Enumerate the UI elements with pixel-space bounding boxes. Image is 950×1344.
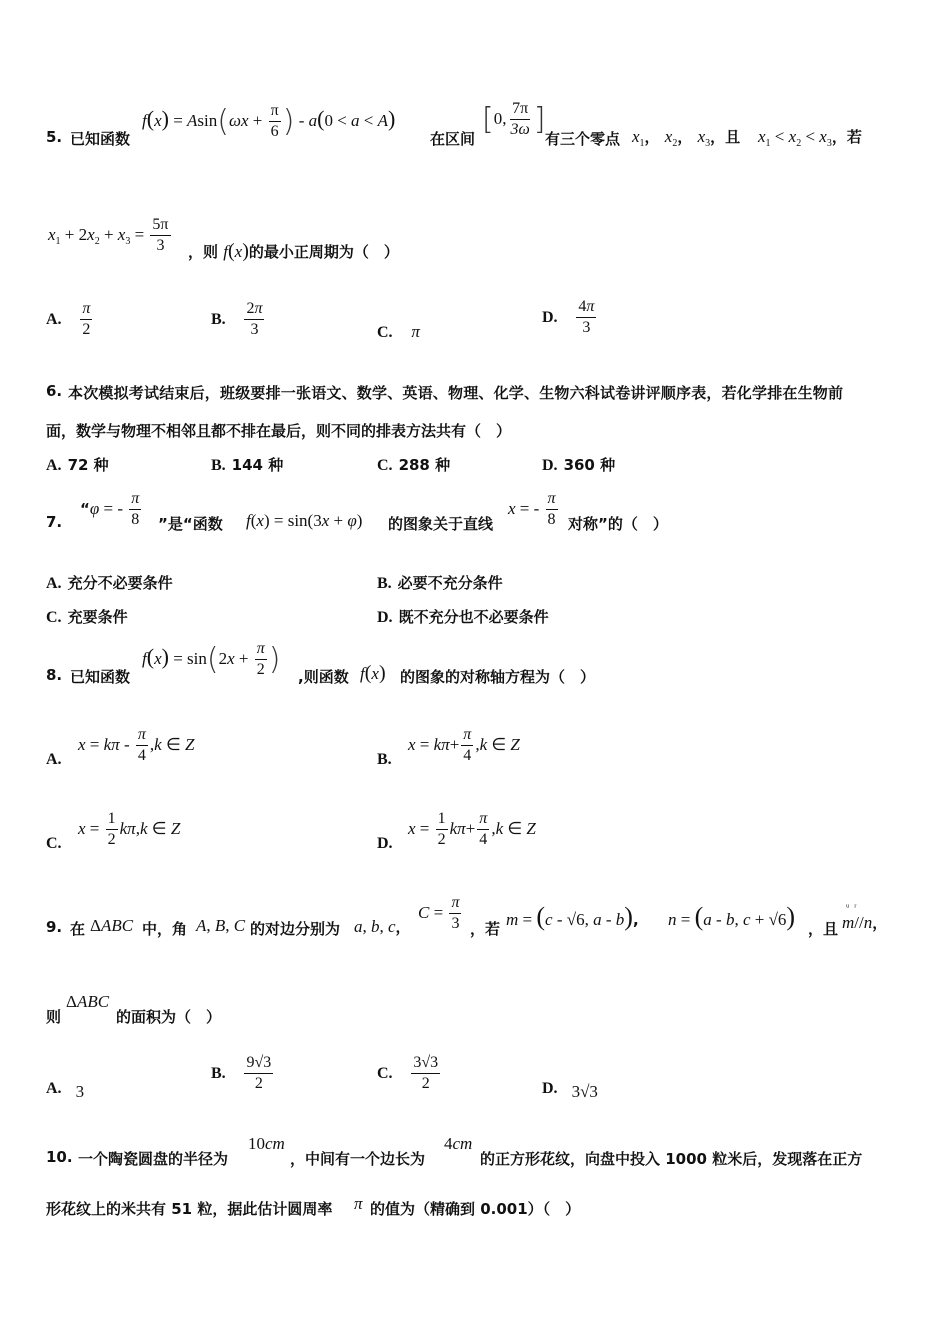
q7-option-c[interactable]: C. 充要条件	[46, 608, 128, 626]
q10-line2-b: 的值为（精确到 0.001）（ ）	[370, 1200, 581, 1218]
q6-number: 6.	[46, 382, 63, 400]
q9-angles: A, B, C	[196, 916, 246, 935]
q10-t3: 的正方形花纹，向盘中投入 1000 粒米后，发现落在正方	[480, 1150, 863, 1168]
q8-option-c-expr: x = $\frac{1}{2}$ kπ,k ∈ Z	[78, 810, 181, 848]
q9-parallel: ᵘ ʳ m//n，	[842, 902, 888, 932]
q9-line2-a: 则	[46, 1008, 62, 1026]
q5-option-b[interactable]: B. $\frac{2\pi}{3}$	[211, 300, 263, 338]
q9-sides: a, b, c，	[354, 917, 411, 936]
q7-tail: 对称”的（ ）	[568, 515, 668, 533]
q7-option-b[interactable]: B. 必要不充分条件	[377, 574, 503, 592]
q5-and: 且	[725, 128, 741, 146]
q7-phi-condition: “φ = - $\frac{\pi}{8}$	[80, 490, 140, 528]
q8-fx: f(x)	[360, 662, 386, 684]
q9-t5: ，且	[808, 920, 839, 938]
q5-condition: $x_1 + 2x_2 + x_3$ = $\frac{5\pi}{3}$	[48, 216, 169, 254]
q8-tail-a: ,则函数	[298, 668, 349, 686]
q10-radius: 10cm	[248, 1134, 285, 1153]
q5-number: 5.	[46, 128, 63, 146]
q10-line2-a: 形花纹上的米共有 51 粒，据此估计圆周率	[46, 1200, 333, 1218]
q7-number: 7.	[46, 513, 63, 531]
q8-tail-b: 的图象的对称轴方程为（ ）	[400, 668, 596, 686]
q6-option-a[interactable]: A. 72 种	[46, 456, 109, 474]
q5-order: $x_1 < x_2 < x_3$，若	[758, 127, 862, 149]
q9-option-a[interactable]: A. 3	[46, 1080, 85, 1101]
q6-line2: 面，数学与物理不相邻且都不排在最后，则不同的排表方法共有（ ）	[46, 422, 512, 440]
q8-option-b-expr: x = kπ+ $\frac{\pi}{4}$ ,k ∈ Z	[408, 726, 520, 764]
q10-number: 10.	[46, 1148, 73, 1166]
q7-mid: ”是“函数	[158, 515, 223, 533]
q5-interval: [0, $\frac{7\pi}{3\omega}$ ]	[482, 100, 546, 138]
q9-vector-n: n = (a - b, c + √6)	[668, 902, 796, 931]
q9-option-d[interactable]: D. 3√3	[542, 1080, 598, 1101]
q6-option-b[interactable]: B. 144 种	[211, 456, 284, 474]
q5-option-a[interactable]: A. $\frac{\pi}{2}$	[46, 300, 91, 338]
q8-option-a-label[interactable]: A.	[46, 751, 62, 768]
q9-option-b[interactable]: B. $\frac{9√3}{2}$	[211, 1054, 272, 1092]
q5-tail: ，则 f(x)的最小正周期为（ ）	[188, 240, 399, 262]
q5-option-d[interactable]: D. $\frac{4\pi}{3}$	[542, 298, 595, 336]
q7-mid2: 的图象关于直线	[388, 515, 494, 533]
q10-side: 4cm	[444, 1134, 473, 1153]
q9-option-c[interactable]: C. $\frac{3√3}{2}$	[377, 1054, 439, 1092]
q5-if: 若	[846, 128, 862, 146]
q9-triangle: ΔABC	[90, 916, 134, 935]
q7-function: f(x) = sin(3x + φ)	[246, 511, 363, 530]
q7-option-a[interactable]: A. 充分不必要条件	[46, 574, 173, 592]
q6-line1: 本次模拟考试结束后，班级要排一张语文、数学、英语、物理、化学、生物六科试卷讲评顺序表，若化学排在生物前	[68, 384, 844, 402]
q9-c-value: C = $\frac{\pi}{3}$	[418, 894, 460, 932]
q10-t2: ，中间有一个边长为	[290, 1150, 426, 1168]
q5-lead: 已知函数	[70, 130, 131, 148]
q8-option-a-expr: x = kπ - $\frac{\pi}{4}$ ,k ∈ Z	[78, 726, 195, 764]
q5-zeros-text: 有三个零点	[545, 130, 621, 148]
q8-number: 8.	[46, 666, 63, 684]
q7-option-d[interactable]: D. 既不充分也不必要条件	[377, 608, 549, 626]
q8-option-d-expr: x = $\frac{1}{2}$ kπ+ $\frac{\pi}{4}$ ,k ∈ Z	[408, 810, 536, 848]
q9-line2-b: 的面积为（ ）	[116, 1008, 222, 1026]
q5-interval-text: 在区间	[430, 130, 476, 148]
q9-vector-m: m = (c - √6, a - b),	[506, 902, 639, 931]
q5-function: f(x) = Asin(ωx + $\frac{\pi}{6}$ ) - a(0 < a < A)	[142, 102, 396, 140]
q9-t2: 中，角	[142, 920, 188, 938]
q8-option-b-label[interactable]: B.	[377, 751, 392, 768]
q9-t1: 在	[70, 920, 86, 938]
q6-option-d[interactable]: D. 360 种	[542, 456, 616, 474]
q8-option-d-label[interactable]: D.	[377, 835, 393, 852]
q10-t1: 一个陶瓷圆盘的半径为	[78, 1150, 229, 1168]
q9-line2-triangle: ΔABC	[66, 992, 110, 1011]
q8-lead: 已知函数	[70, 668, 131, 686]
q8-function: f(x) = sin(2x + $\frac{\pi}{2}$ )	[142, 640, 281, 678]
q9-t3: 的对边分别为	[250, 920, 341, 938]
q9-t4: ，若	[470, 920, 501, 938]
q5-zeros: $x_1$， $x_2$， $x_3$，且	[632, 127, 741, 149]
q6-option-c[interactable]: C. 288 种	[377, 456, 451, 474]
q10-pi: π	[354, 1194, 363, 1213]
q7-line: x = - $\frac{\pi}{8}$	[508, 490, 556, 528]
q5-option-c[interactable]: C. π	[377, 322, 420, 341]
q9-number: 9.	[46, 918, 63, 936]
q8-option-c-label[interactable]: C.	[46, 835, 62, 852]
